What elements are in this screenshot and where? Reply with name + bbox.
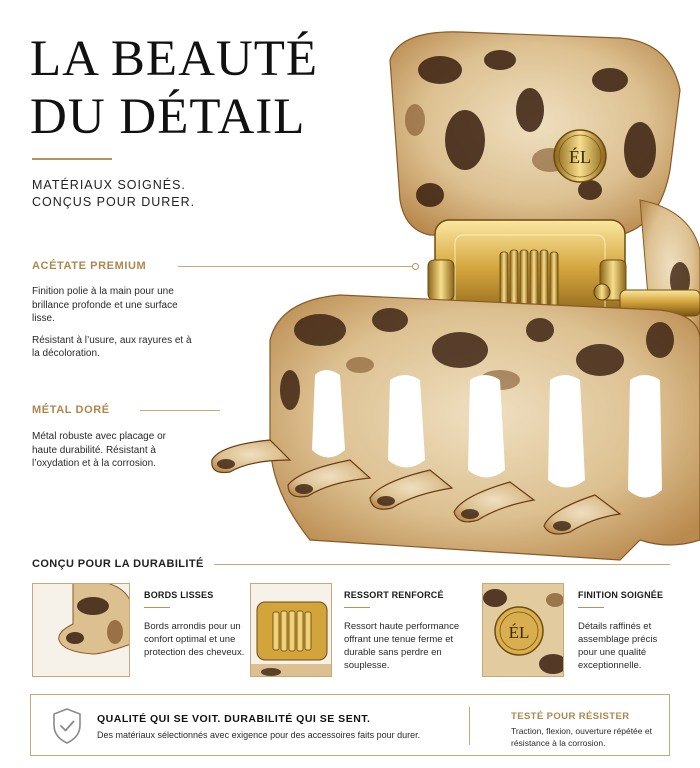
banner-text: Des matériaux sélectionnés avec exigence pour des accessoires faits pour durer. xyxy=(97,730,421,740)
feature-smooth-edges-desc: Bords arrondis pour un confort optimal et une protection des cheveux. xyxy=(144,621,245,658)
headline-line-1: LA BEAUTÉ xyxy=(30,31,319,87)
callout-acetate-dot xyxy=(412,263,419,270)
callout-acetate-leader xyxy=(178,266,414,267)
callout-acetate-text-2: Résistant à l’usure, aux rayures et à la décoloration. xyxy=(32,334,192,359)
feature-finish-image xyxy=(482,583,564,677)
page-headline xyxy=(30,30,318,146)
feature-finish-monogram: ÉL xyxy=(508,623,530,642)
subheadline xyxy=(32,177,195,211)
subheadline-line-2: CONÇUS POUR DURER. xyxy=(32,195,196,209)
quality-banner xyxy=(30,694,670,756)
monogram-text: ÉL xyxy=(569,147,591,167)
feature-spring-title: RESSORT RENFORCÉ xyxy=(344,590,444,600)
headline-line-2: DU DÉTAIL xyxy=(30,89,306,145)
callout-acetate-text-1: Finition polie à la main pour une brillance profonde et une surface lisse. xyxy=(32,286,178,324)
callout-metal-text-1: Métal robuste avec placage or haute durabilité. Résistant à l’oxydation et à la corrosion. xyxy=(32,431,166,469)
durability-section-title: CONÇU POUR LA DURABILITÉ xyxy=(32,558,204,570)
feature-finish-rule xyxy=(578,607,604,608)
callout-metal-leader xyxy=(140,410,220,411)
banner-divider xyxy=(469,707,470,745)
shield-check-icon xyxy=(51,707,83,745)
feature-spring-image xyxy=(250,583,332,677)
subheadline-line-1: MATÉRIAUX SOIGNÉS. xyxy=(32,178,186,192)
feature-finish-title: FINITION SOIGNÉE xyxy=(578,590,664,600)
feature-spring-desc: Ressort haute performance offrant une tenue ferme et durable sans perdre en souplesse. xyxy=(344,621,460,671)
callout-metal-text xyxy=(32,430,192,471)
feature-smooth-edges-image xyxy=(32,583,130,677)
banner-tested-text: Traction, flexion, ouverture répétée et résistance à la corrosion. xyxy=(511,726,652,748)
callout-acetate-text xyxy=(32,285,192,361)
callout-metal-title: MÉTAL DORÉ xyxy=(32,404,110,416)
feature-spring-rule xyxy=(344,607,370,608)
headline-divider xyxy=(32,158,112,160)
durability-section-rule xyxy=(214,564,670,565)
feature-finish-desc: Détails raffinés et assemblage précis pour une qualité exceptionnelle. xyxy=(578,621,658,671)
callout-acetate-title: ACÉTATE PREMIUM xyxy=(32,260,147,272)
banner-tested-title: TESTÉ POUR RÉSISTER xyxy=(511,711,630,722)
feature-smooth-edges-title: BORDS LISSES xyxy=(144,590,214,600)
banner-title: QUALITÉ QUI SE VOIT. DURABILITÉ QUI SE SENT. xyxy=(97,713,371,725)
feature-smooth-edges-rule xyxy=(144,607,170,608)
